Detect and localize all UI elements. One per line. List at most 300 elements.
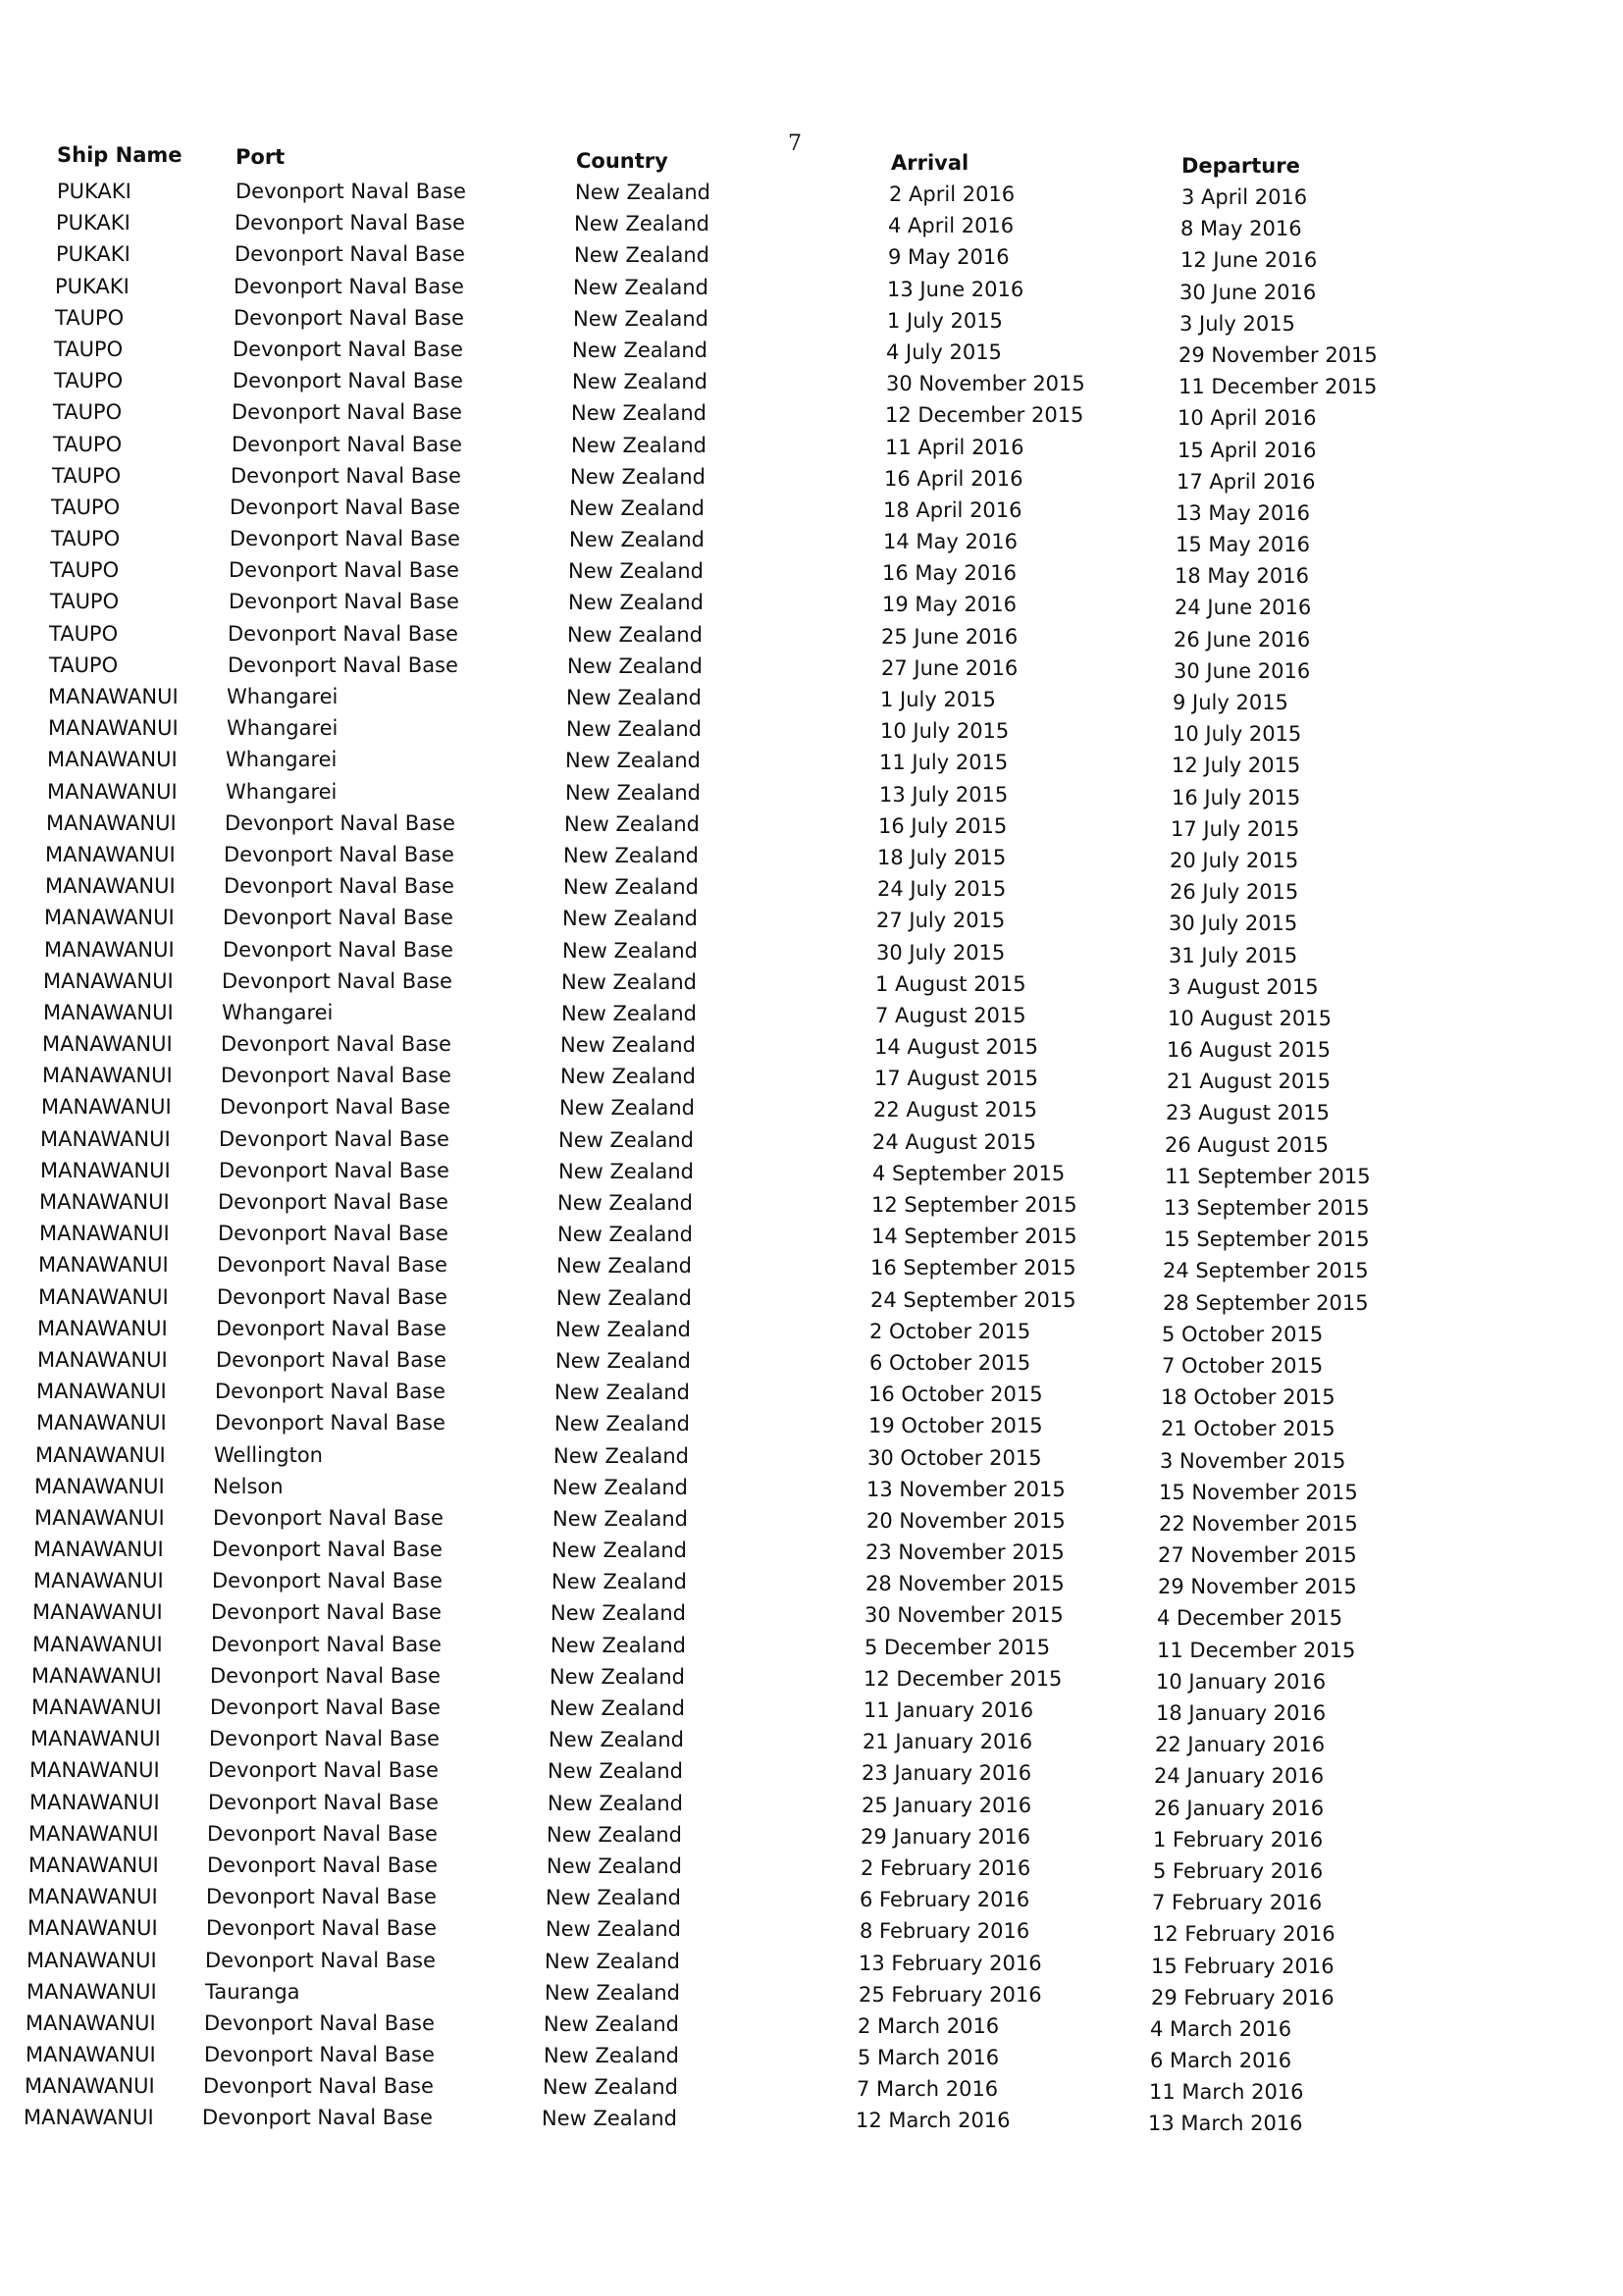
port-cell: Devonport Naval Base	[236, 180, 466, 203]
ship-name-cell: MANAWANUI	[36, 1380, 167, 1404]
table-row	[0, 496, 1623, 527]
port-cell: Devonport Naval Base	[220, 1095, 450, 1120]
departure-cell: 31 July 2015	[1169, 943, 1298, 967]
country-cell: New Zealand	[568, 591, 704, 615]
arrival-cell: 22 August 2015	[873, 1098, 1038, 1122]
arrival-cell: 30 October 2015	[867, 1445, 1042, 1470]
arrival-cell: 7 March 2016	[857, 2077, 999, 2102]
departure-cell: 9 July 2015	[1173, 691, 1288, 714]
port-cell: Devonport Naval Base	[207, 1821, 438, 1846]
table-row	[0, 1001, 1623, 1032]
table-row	[0, 716, 1623, 748]
port-cell: Devonport Naval Base	[212, 1569, 443, 1593]
country-cell: New Zealand	[554, 1381, 690, 1405]
table-row	[0, 1791, 1623, 1822]
port-cell: Devonport Naval Base	[217, 1253, 447, 1278]
port-cell: Devonport Naval Base	[210, 1663, 441, 1688]
country-cell: New Zealand	[550, 1633, 686, 1657]
table-row	[0, 1822, 1623, 1853]
ship-name-cell: MANAWANUI	[35, 1442, 166, 1467]
country-cell: New Zealand	[569, 496, 705, 520]
country-cell: New Zealand	[562, 938, 698, 963]
ship-name-cell: MANAWANUI	[45, 874, 176, 899]
departure-cell: 3 July 2015	[1179, 311, 1295, 336]
port-cell: Devonport Naval Base	[202, 2106, 433, 2130]
table-header	[0, 141, 1623, 181]
arrival-cell: 2 February 2016	[861, 1855, 1031, 1880]
country-cell: New Zealand	[551, 1570, 687, 1594]
arrival-cell: 14 September 2015	[871, 1225, 1077, 1249]
ship-name-cell: MANAWANUI	[30, 1727, 161, 1751]
country-cell: New Zealand	[573, 306, 708, 331]
ship-name-cell: TAUPO	[50, 590, 120, 614]
ship-name-cell: TAUPO	[49, 652, 119, 677]
departure-cell: 23 August 2015	[1166, 1101, 1331, 1125]
departure-cell: 22 January 2016	[1155, 1733, 1326, 1757]
table-row	[0, 1506, 1623, 1538]
table-row	[0, 242, 1623, 274]
table-row	[0, 1159, 1623, 1190]
ship-name-cell: MANAWANUI	[28, 1852, 159, 1877]
port-cell: Devonport Naval Base	[228, 621, 458, 646]
ship-name-cell: MANAWANUI	[27, 1885, 158, 1909]
table-row	[0, 653, 1623, 685]
departure-cell: 13 May 2016	[1176, 500, 1310, 525]
arrival-cell: 18 July 2015	[877, 845, 1007, 869]
table-row	[0, 527, 1623, 558]
arrival-cell: 10 July 2015	[880, 719, 1010, 744]
departure-cell: 13 March 2016	[1148, 2112, 1303, 2136]
country-cell: New Zealand	[568, 559, 704, 584]
ship-name-cell: MANAWANUI	[45, 842, 176, 866]
country-cell: New Zealand	[569, 528, 705, 552]
ship-name-cell: TAUPO	[54, 337, 124, 361]
country-cell: New Zealand	[543, 2075, 678, 2100]
port-cell: Devonport Naval Base	[223, 906, 453, 930]
table-row	[0, 1980, 1623, 2011]
table-row	[0, 748, 1623, 779]
port-cell: Wellington	[214, 1442, 323, 1467]
table-row	[0, 1317, 1623, 1348]
ship-name-cell: MANAWANUI	[34, 1505, 165, 1530]
ship-name-cell: MANAWANUI	[26, 1979, 157, 2004]
departure-cell: 7 October 2015	[1162, 1353, 1324, 1378]
table-row	[0, 275, 1623, 306]
arrival-cell: 13 July 2015	[879, 782, 1009, 807]
arrival-cell: 13 June 2016	[887, 277, 1024, 301]
departure-cell: 16 August 2015	[1167, 1038, 1332, 1063]
arrival-cell: 16 April 2016	[884, 466, 1023, 491]
ship-name-cell: MANAWANUI	[25, 2074, 155, 2099]
table-row	[0, 464, 1623, 496]
ship-name-cell: MANAWANUI	[32, 1600, 163, 1625]
ship-name-cell: MANAWANUI	[47, 779, 178, 804]
country-cell: New Zealand	[560, 1065, 696, 1089]
country-cell: New Zealand	[572, 338, 707, 362]
departure-cell: 30 June 2016	[1179, 280, 1317, 304]
country-cell: New Zealand	[552, 1475, 688, 1499]
port-cell: Devonport Naval Base	[204, 2043, 435, 2067]
arrival-cell: 12 December 2015	[864, 1666, 1063, 1691]
arrival-cell: 24 July 2015	[877, 877, 1007, 902]
table-row	[0, 400, 1623, 432]
country-cell: New Zealand	[561, 969, 697, 994]
port-cell: Devonport Naval Base	[221, 1064, 451, 1088]
port-cell: Devonport Naval Base	[216, 1316, 446, 1340]
table-row	[0, 938, 1623, 969]
arrival-cell: 18 April 2016	[883, 497, 1022, 522]
table-row	[0, 369, 1623, 400]
country-cell: New Zealand	[547, 1853, 682, 1878]
port-cell: Devonport Naval Base	[215, 1411, 445, 1435]
table-row	[0, 1285, 1623, 1317]
port-cell: Devonport Naval Base	[209, 1727, 440, 1751]
ship-name-cell: MANAWANUI	[26, 1948, 157, 1972]
port-cell: Devonport Naval Base	[210, 1696, 441, 1719]
departure-cell: 24 June 2016	[1175, 596, 1312, 620]
arrival-cell: 17 August 2015	[874, 1067, 1039, 1091]
country-cell: New Zealand	[558, 1127, 694, 1152]
port-cell: Whangarei	[222, 1000, 334, 1024]
departure-cell: 21 October 2015	[1161, 1417, 1335, 1441]
arrival-cell: 21 January 2016	[863, 1730, 1033, 1754]
table-row	[0, 558, 1623, 590]
arrival-cell: 11 January 2016	[864, 1698, 1034, 1722]
table-body	[0, 180, 1623, 2138]
arrival-cell: 13 November 2015	[866, 1477, 1066, 1501]
table-row	[0, 874, 1623, 906]
arrival-cell: 12 December 2015	[885, 403, 1084, 428]
departure-cell: 12 June 2016	[1180, 248, 1318, 273]
table-row	[0, 2011, 1623, 2043]
port-cell: Devonport Naval Base	[215, 1380, 445, 1404]
departure-cell: 17 July 2015	[1171, 816, 1300, 841]
departure-cell: 12 July 2015	[1172, 754, 1301, 778]
table-row	[0, 338, 1623, 369]
port-cell: Devonport Naval Base	[224, 874, 454, 899]
table-row	[0, 2074, 1623, 2106]
country-cell: New Zealand	[552, 1506, 688, 1531]
arrival-cell: 1 July 2015	[887, 308, 1003, 333]
arrival-cell: 5 March 2016	[858, 2046, 1000, 2070]
ship-name-cell: TAUPO	[53, 432, 123, 456]
port-cell: Devonport Naval Base	[223, 937, 453, 962]
country-cell: New Zealand	[551, 1539, 687, 1563]
country-cell: New Zealand	[547, 1822, 682, 1847]
ship-name-cell: MANAWANUI	[43, 1000, 174, 1024]
departure-cell: 26 July 2015	[1170, 880, 1299, 905]
table-row	[0, 811, 1623, 843]
ship-name-cell: MANAWANUI	[46, 810, 177, 835]
ship-name-cell: MANAWANUI	[26, 2043, 156, 2067]
departure-cell: 3 November 2015	[1160, 1448, 1346, 1473]
port-cell: Nelson	[213, 1474, 284, 1498]
ship-name-cell: TAUPO	[51, 527, 121, 551]
port-cell: Devonport Naval Base	[217, 1284, 447, 1309]
port-cell: Devonport Naval Base	[228, 652, 458, 677]
country-cell: New Zealand	[566, 717, 702, 742]
country-cell: New Zealand	[560, 1033, 696, 1058]
port-cell: Devonport Naval Base	[224, 842, 454, 866]
arrival-cell: 25 January 2016	[862, 1793, 1032, 1817]
table-row	[0, 1600, 1623, 1632]
table-row	[0, 1443, 1623, 1475]
country-cell: New Zealand	[548, 1759, 683, 1784]
ship-name-cell: MANAWANUI	[27, 1916, 158, 1941]
country-cell: New Zealand	[559, 1096, 695, 1121]
departure-cell: 11 December 2015	[1178, 375, 1378, 399]
departure-cell: 6 March 2016	[1150, 2049, 1292, 2073]
country-cell: New Zealand	[572, 370, 707, 394]
departure-cell: 10 January 2016	[1156, 1669, 1327, 1694]
table-row	[0, 1569, 1623, 1600]
country-cell: New Zealand	[549, 1728, 684, 1752]
port-cell: Devonport Naval Base	[203, 2074, 434, 2099]
table-row	[0, 1633, 1623, 1664]
departure-cell: 15 May 2016	[1176, 533, 1310, 557]
country-cell: New Zealand	[554, 1412, 690, 1436]
port-cell: Devonport Naval Base	[233, 337, 463, 361]
port-cell: Devonport Naval Base	[218, 1222, 448, 1246]
departure-cell: 27 November 2015	[1158, 1543, 1357, 1568]
ship-name-cell: MANAWANUI	[47, 748, 178, 772]
port-cell: Devonport Naval Base	[232, 400, 462, 425]
ship-name-cell: TAUPO	[51, 495, 121, 519]
departure-cell: 15 November 2015	[1159, 1480, 1358, 1504]
arrival-cell: 14 August 2015	[874, 1035, 1039, 1060]
ship-name-cell: MANAWANUI	[29, 1758, 160, 1783]
country-cell: New Zealand	[550, 1696, 685, 1720]
departure-cell: 20 July 2015	[1170, 848, 1299, 872]
departure-cell: 16 July 2015	[1172, 785, 1301, 809]
country-cell: New Zealand	[558, 1159, 694, 1183]
table-row	[0, 1380, 1623, 1411]
departure-cell: 5 February 2016	[1153, 1858, 1324, 1883]
country-cell: New Zealand	[564, 811, 700, 836]
arrival-cell: 29 January 2016	[861, 1824, 1031, 1849]
table-row	[0, 1348, 1623, 1380]
ship-name-cell: TAUPO	[55, 305, 125, 330]
country-cell: New Zealand	[570, 464, 706, 489]
country-cell: New Zealand	[556, 1254, 692, 1278]
country-cell: New Zealand	[563, 875, 699, 900]
table-row	[0, 1095, 1623, 1126]
country-cell: New Zealand	[553, 1443, 689, 1468]
arrival-cell: 28 November 2015	[865, 1572, 1065, 1596]
arrival-cell: 11 July 2015	[879, 751, 1009, 775]
arrival-cell: 2 October 2015	[869, 1319, 1031, 1343]
port-cell: Devonport Naval Base	[235, 242, 465, 267]
port-cell: Devonport Naval Base	[233, 369, 463, 393]
arrival-cell: 6 October 2015	[869, 1350, 1031, 1375]
arrival-cell: 2 March 2016	[858, 2013, 1000, 2038]
arrival-cell: 19 May 2016	[882, 593, 1017, 617]
table-row	[0, 180, 1623, 211]
arrival-cell: 12 March 2016	[856, 2109, 1011, 2133]
ship-name-cell: TAUPO	[52, 463, 122, 488]
country-cell: New Zealand	[575, 181, 710, 204]
departure-cell: 3 April 2016	[1181, 185, 1308, 209]
table-row	[0, 1411, 1623, 1442]
departure-cell: 22 November 2015	[1159, 1511, 1358, 1536]
departure-cell: 18 October 2015	[1161, 1385, 1335, 1410]
table-row	[0, 1222, 1623, 1253]
arrival-cell: 14 May 2016	[883, 530, 1018, 554]
arrival-cell: 9 May 2016	[888, 245, 1010, 270]
country-cell: New Zealand	[546, 1917, 681, 1942]
ship-name-cell: MANAWANUI	[44, 906, 175, 930]
table-row	[0, 1475, 1623, 1506]
column-header-ship-name: Ship Name	[57, 143, 183, 167]
table-row	[0, 1885, 1623, 1916]
arrival-cell: 16 September 2015	[870, 1256, 1076, 1280]
port-cell: Devonport Naval Base	[211, 1600, 442, 1625]
ship-name-cell: MANAWANUI	[39, 1190, 170, 1214]
country-cell: New Zealand	[557, 1191, 693, 1215]
country-cell: New Zealand	[556, 1285, 692, 1310]
departure-cell: 10 July 2015	[1173, 722, 1302, 747]
arrival-cell: 2 April 2016	[889, 183, 1016, 206]
port-cell: Devonport Naval Base	[212, 1538, 443, 1562]
arrival-cell: 8 February 2016	[860, 1919, 1030, 1944]
country-cell: New Zealand	[566, 686, 702, 709]
country-cell: New Zealand	[544, 2044, 679, 2068]
ship-name-cell: MANAWANUI	[34, 1474, 165, 1498]
table-row	[0, 622, 1623, 653]
arrival-cell: 27 June 2016	[881, 655, 1019, 680]
ship-name-cell: MANAWANUI	[48, 685, 179, 708]
table-row	[0, 2106, 1623, 2137]
departure-cell: 26 June 2016	[1174, 627, 1311, 652]
ship-name-cell: MANAWANUI	[38, 1253, 169, 1278]
ship-name-cell: PUKAKI	[55, 274, 130, 298]
arrival-cell: 20 November 2015	[866, 1508, 1066, 1533]
port-cell: Devonport Naval Base	[234, 274, 464, 298]
table-row	[0, 590, 1623, 621]
table-row	[0, 1064, 1623, 1095]
departure-cell: 26 January 2016	[1154, 1796, 1325, 1820]
port-cell: Devonport Naval Base	[211, 1632, 442, 1656]
country-cell: New Zealand	[571, 433, 707, 457]
port-cell: Devonport Naval Base	[205, 1948, 436, 1972]
port-cell: Devonport Naval Base	[222, 968, 452, 993]
table-row	[0, 969, 1623, 1001]
ship-name-cell: MANAWANUI	[28, 1821, 159, 1846]
departure-cell: 30 June 2016	[1174, 658, 1311, 683]
departure-cell: 11 March 2016	[1149, 2080, 1304, 2105]
ship-name-cell: PUKAKI	[57, 180, 131, 203]
country-cell: New Zealand	[555, 1348, 691, 1373]
arrival-cell: 24 August 2015	[872, 1129, 1037, 1154]
departure-cell: 29 November 2015	[1178, 342, 1378, 367]
port-cell: Devonport Naval Base	[208, 1790, 439, 1814]
ship-name-cell: MANAWANUI	[24, 2106, 154, 2130]
ship-name-cell: MANAWANUI	[32, 1632, 163, 1656]
table-row	[0, 1949, 1623, 1980]
country-cell: New Zealand	[563, 843, 699, 867]
country-cell: New Zealand	[555, 1317, 691, 1341]
port-cell: Devonport Naval Base	[231, 463, 461, 488]
ship-name-cell: PUKAKI	[56, 211, 131, 235]
arrival-cell: 23 January 2016	[862, 1761, 1032, 1786]
departure-cell: 30 July 2015	[1169, 912, 1298, 936]
departure-cell: 17 April 2016	[1177, 469, 1316, 494]
arrival-cell: 16 May 2016	[882, 561, 1017, 586]
arrival-cell: 4 April 2016	[888, 214, 1015, 238]
arrival-cell: 6 February 2016	[860, 1888, 1030, 1912]
ship-name-cell: MANAWANUI	[48, 716, 179, 741]
country-cell: New Zealand	[544, 2011, 679, 2036]
port-cell: Devonport Naval Base	[204, 2010, 435, 2035]
ship-name-cell: MANAWANUI	[36, 1411, 167, 1435]
port-cell: Devonport Naval Base	[230, 527, 460, 551]
ship-name-cell: MANAWANUI	[42, 1064, 173, 1088]
port-cell: Whangarei	[227, 685, 339, 708]
port-cell: Devonport Naval Base	[221, 1032, 451, 1057]
table-row	[0, 1127, 1623, 1159]
ship-name-cell: MANAWANUI	[26, 2010, 156, 2035]
departure-cell: 10 August 2015	[1168, 1006, 1333, 1030]
country-cell: New Zealand	[548, 1791, 683, 1815]
table-row	[0, 1696, 1623, 1727]
country-cell: New Zealand	[571, 401, 707, 426]
ship-name-cell: MANAWANUI	[37, 1347, 168, 1372]
departure-cell: 4 March 2016	[1150, 2016, 1292, 2041]
column-header-country: Country	[576, 149, 668, 173]
table-row	[0, 2043, 1623, 2074]
port-cell: Devonport Naval Base	[219, 1158, 449, 1182]
arrival-cell: 1 August 2015	[875, 971, 1026, 996]
arrival-cell: 11 April 2016	[885, 435, 1024, 459]
ship-name-cell: MANAWANUI	[43, 968, 174, 993]
country-cell: New Zealand	[550, 1664, 685, 1689]
port-cell: Devonport Naval Base	[232, 432, 462, 456]
column-header-port: Port	[236, 145, 286, 169]
departure-cell: 1 February 2016	[1153, 1827, 1324, 1852]
departure-cell: 4 December 2015	[1157, 1606, 1343, 1631]
port-cell: Devonport Naval Base	[235, 211, 465, 235]
ship-name-cell: MANAWANUI	[31, 1696, 162, 1719]
column-header-departure: Departure	[1181, 154, 1300, 178]
ship-name-cell: MANAWANUI	[29, 1790, 160, 1814]
port-cell: Devonport Naval Base	[234, 305, 464, 330]
departure-cell: 15 April 2016	[1178, 438, 1317, 462]
table-row	[0, 780, 1623, 811]
ship-name-cell: TAUPO	[54, 369, 124, 393]
departure-cell: 28 September 2015	[1163, 1290, 1369, 1315]
port-cell: Devonport Naval Base	[229, 558, 459, 583]
port-cell: Whangarei	[226, 748, 338, 772]
departure-cell: 7 February 2016	[1152, 1891, 1323, 1915]
arrival-cell: 30 November 2015	[864, 1603, 1064, 1628]
ship-name-cell: MANAWANUI	[38, 1284, 169, 1309]
port-cell: Devonport Naval Base	[229, 590, 459, 614]
country-cell: New Zealand	[545, 1949, 680, 1973]
country-cell: New Zealand	[562, 907, 698, 931]
arrival-cell: 30 July 2015	[876, 940, 1006, 965]
arrival-cell: 27 July 2015	[876, 909, 1006, 933]
port-cell: Devonport Naval Base	[216, 1347, 446, 1372]
table-row	[0, 685, 1623, 716]
arrival-cell: 13 February 2016	[859, 1951, 1042, 1975]
ship-name-cell: MANAWANUI	[39, 1222, 170, 1246]
ship-name-cell: MANAWANUI	[41, 1095, 172, 1120]
country-cell: New Zealand	[561, 1001, 697, 1025]
departure-cell: 11 September 2015	[1165, 1164, 1371, 1188]
port-cell: Devonport Naval Base	[230, 495, 460, 519]
arrival-cell: 16 October 2015	[868, 1383, 1043, 1407]
departure-cell: 11 December 2015	[1157, 1638, 1356, 1662]
